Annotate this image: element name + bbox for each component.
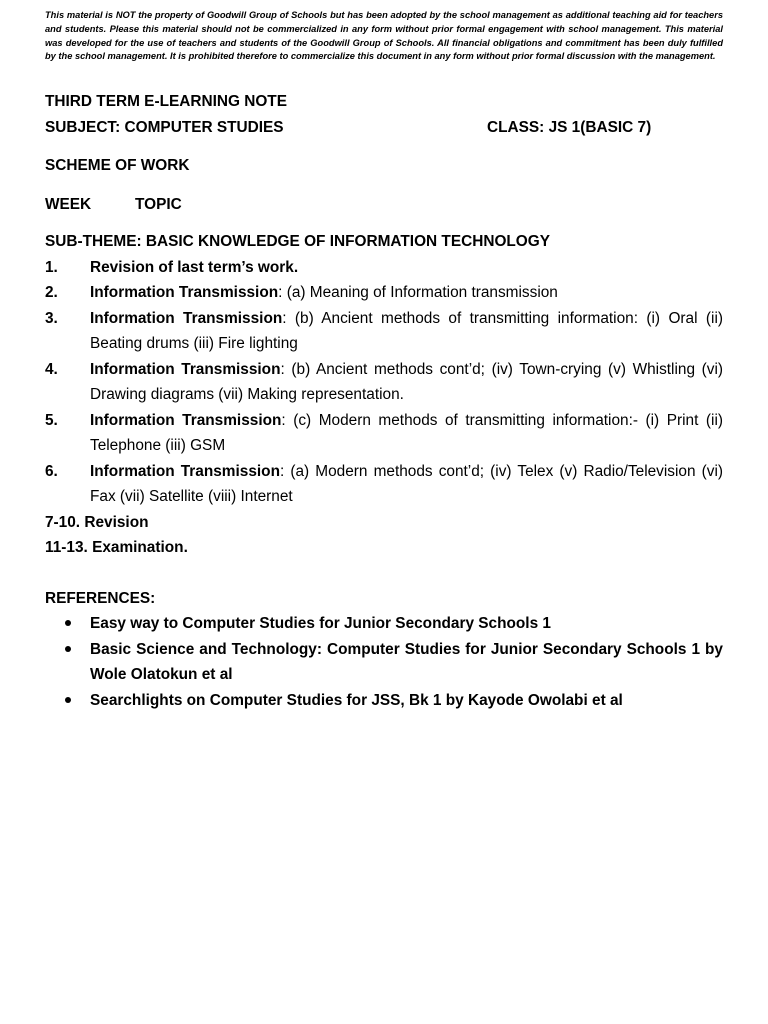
topic-number: 2. xyxy=(45,284,58,302)
list-item xyxy=(45,357,723,408)
bullet-icon xyxy=(45,688,90,714)
topic-rest: : (b) Ancient methods cont’d; (iv) Town-crying (v) Whistling (vi) Drawing diagrams (vii) Making representation. xyxy=(90,360,724,404)
week-label: WEEK xyxy=(45,195,92,213)
subject-label: SUBJECT: COMPUTER STUDIES xyxy=(45,118,284,136)
note-title: THIRD TERM E-LEARNING NOTE xyxy=(45,93,287,111)
revision-row: 7-10. Revision xyxy=(45,513,149,531)
week-topic-header xyxy=(45,192,723,218)
references-list xyxy=(45,611,723,713)
scheme-title: SCHEME OF WORK xyxy=(45,157,190,175)
list-item xyxy=(45,637,723,688)
references-title: REFERENCES: xyxy=(45,589,156,607)
topic-content xyxy=(90,459,723,510)
topic-number: 1. xyxy=(45,258,58,276)
reference-text: Basic Science and Technology: Computer Studies for Junior Secondary Schools 1 by Wole Olatokun et al xyxy=(90,640,723,684)
topic-number: 5. xyxy=(45,411,58,429)
topic-rest: : (a) Modern methods cont’d; (iv) Telex (v) Radio/Television (vi) Fax (vii) Satellite (viii) Internet xyxy=(90,462,724,506)
subject-row xyxy=(45,115,723,141)
topic-number: 4. xyxy=(45,360,58,378)
topics-list xyxy=(45,255,723,510)
list-item xyxy=(45,408,723,459)
bullet-icon xyxy=(45,611,90,637)
topic-bold: Information Transmission xyxy=(90,411,282,429)
topic-rest: : (c) Modern methods of transmitting information:- (i) Print (ii) Telephone (iii) GSM xyxy=(90,411,723,455)
list-item xyxy=(45,280,723,306)
topic-bold: Information Transmission xyxy=(90,360,281,378)
topic-bold: Information Transmission xyxy=(90,462,280,480)
topic-bold: Information Transmission xyxy=(90,309,283,327)
subtheme-heading: SUB-THEME: BASIC KNOWLEDGE OF INFORMATION TECHNOLOGY xyxy=(45,233,551,251)
examination-row: 11-13. Examination. xyxy=(45,539,188,557)
list-item xyxy=(45,611,723,637)
bullet-icon xyxy=(45,637,90,663)
list-item xyxy=(45,255,723,281)
topic-content xyxy=(90,280,723,306)
topic-bold: Revision of last term’s work. xyxy=(90,258,299,276)
list-item xyxy=(45,459,723,510)
topic-rest: : (b) Ancient methods of transmitting information: (i) Oral (ii) Beating drums (iii) Fire lighting xyxy=(90,309,724,353)
topic-number: 3. xyxy=(45,309,58,327)
list-item xyxy=(45,688,723,714)
reference-text: Searchlights on Computer Studies for JSS, Bk 1 by Kayode Owolabi et al xyxy=(90,691,623,709)
document-page xyxy=(45,9,723,713)
topic-rest: : (a) Meaning of Information transmission xyxy=(278,284,558,302)
disclaimer-text: This material is NOT the property of Goodwill Group of Schools but has been adopted by the school management as additional teaching aid for teachers and students. Please this material should not be commercialized in any form without prior formal engagement with school management. This material was developed for the use of teachers and students of the Goodwill Group of Schools. All financial obligations and commitment has been duly fulfilled by the school management. It is prohibited therefore to commercialize this document in any form without prior formal discussion with the management. xyxy=(45,10,723,62)
topic-label: TOPIC xyxy=(135,195,182,213)
note-header xyxy=(45,89,723,140)
topic-content xyxy=(90,306,723,357)
list-item xyxy=(45,306,723,357)
topic-content xyxy=(90,408,723,459)
topic-content xyxy=(90,255,723,281)
topic-bold: Information Transmission xyxy=(90,284,279,302)
class-label: CLASS: JS 1(BASIC 7) xyxy=(487,118,652,136)
topic-number: 6. xyxy=(45,462,58,480)
topic-content xyxy=(90,357,723,408)
reference-text: Easy way to Computer Studies for Junior Secondary Schools 1 xyxy=(90,615,551,633)
